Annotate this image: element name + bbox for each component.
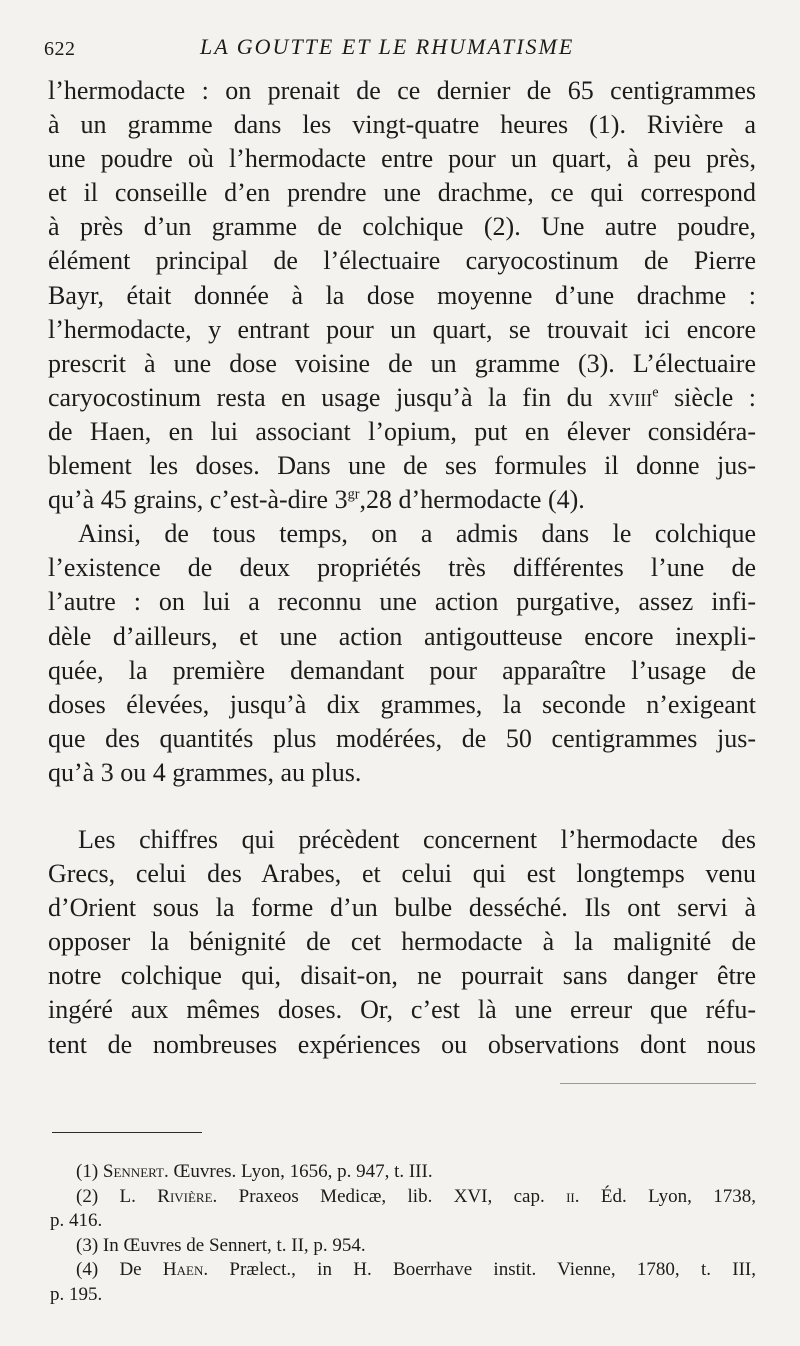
- footnote-author: Rivière: [157, 1185, 213, 1207]
- paragraph-2: [48, 517, 756, 790]
- text-fragment: qu’à 45 grains, c’est-à-dire 3: [48, 485, 348, 515]
- text-line: notre colchique qui, disait-on, ne pourrait sans danger être: [48, 961, 756, 991]
- text-line: blement les doses. Dans une de ses formules il donne jus-: [48, 451, 756, 481]
- text-line: [48, 483, 756, 517]
- text-line: une poudre où l’hermodacte entre pour un quart, à peu près,: [48, 144, 756, 174]
- text-line: doses élevées, jusqu’à dix grammes, la seconde n’exigeant: [48, 689, 756, 719]
- footnote-text: In Œuvres de Sennert, t. II, p. 954.: [102, 1234, 366, 1256]
- text-line: l’autre : on lui a reconnu une action purgative, assez infi-: [48, 587, 756, 617]
- footnote-2: [50, 1185, 756, 1234]
- footnote-number: (1): [76, 1161, 99, 1182]
- footnote-text: . Éd. Lyon, 1738,: [574, 1185, 757, 1207]
- text-line: de Haen, en lui associant l’opium, put en élever considéra-: [48, 416, 756, 446]
- footnote-number: (4): [76, 1259, 99, 1280]
- footnote-text: . Œuvres. Lyon, 1656, p. 947, t. III.: [163, 1161, 433, 1182]
- footnote-1: [50, 1160, 756, 1185]
- superscript: e: [652, 384, 659, 401]
- body-text: [48, 74, 756, 1062]
- text-line: tent de nombreuses expériences ou observations dont nous: [48, 1029, 756, 1059]
- footnotes: [50, 1160, 756, 1307]
- footnote-text: . Prælect., in H. Boerrhave instit. Vienne, 1780, t. III,: [203, 1259, 756, 1280]
- text-fragment: siècle :: [658, 382, 756, 412]
- text-line: Grecs, celui des Arabes, et celui qui est longtemps venu: [48, 859, 756, 889]
- footnote-line: [50, 1160, 756, 1185]
- footnote-number: (2): [76, 1185, 99, 1207]
- footnote-author: Haen: [162, 1259, 204, 1280]
- bleed-through-rule: [560, 1083, 756, 1084]
- text-line: l’hermodacte : on prenait de ce dernier de 65 centigrammes: [48, 76, 756, 105]
- text-line: [48, 381, 756, 415]
- text-line: Les chiffres qui précèdent concernent l’hermodacte des: [78, 824, 756, 854]
- footnote-line: [50, 1258, 756, 1283]
- text-line: quée, la première demandant pour apparaître l’usage de: [48, 655, 756, 685]
- superscript: gr: [347, 486, 360, 503]
- footnote-author-prefix: L.: [119, 1185, 158, 1207]
- text-line: qu’à 3 ou 4 grammes, au plus.: [48, 757, 362, 787]
- text-line: Bayr, était donnée à la dose moyenne d’une drachme :: [48, 280, 756, 310]
- paragraph-spacer: [48, 790, 756, 823]
- text-fragment: ,28 d’hermodacte (4).: [359, 485, 585, 515]
- footnote-text: . Praxeos Medicæ, lib. XVI, cap.: [212, 1185, 567, 1207]
- footnote-line: [50, 1234, 756, 1259]
- footnote-line: [50, 1185, 756, 1210]
- chapter-numeral: ii: [566, 1185, 575, 1207]
- text-line: l’hermodacte, y entrant pour un quart, se trouvait ici encore: [48, 314, 756, 344]
- text-line: que des quantités plus modérées, de 50 centigrammes jus-: [48, 723, 756, 753]
- text-line: l’existence de deux propriétés très différentes l’une de: [48, 553, 756, 583]
- footnote-number: (3): [76, 1234, 99, 1256]
- paragraph-3: [48, 823, 756, 1062]
- text-line: ingéré aux mêmes doses. Or, c’est là une erreur que réfu-: [48, 995, 756, 1025]
- text-line: à près d’un gramme de colchique (2). Une autre poudre,: [48, 212, 756, 242]
- text-line: à un gramme dans les vingt-quatre heures (1). Rivière a: [48, 110, 756, 140]
- text-line: prescrit à une dose voisine de un gramme (3). L’électuaire: [48, 348, 756, 378]
- text-line: opposer la bénignité de cet hermodacte à la malignité de: [48, 927, 756, 957]
- paragraph-1: [48, 74, 756, 517]
- text-line: dèle d’ailleurs, et une action antigoutteuse encore inexpli-: [48, 621, 756, 651]
- text-line: élément principal de l’électuaire caryocostinum de Pierre: [48, 246, 756, 276]
- footnote-separator: [52, 1132, 202, 1133]
- footnote-3: [50, 1234, 756, 1259]
- footnote-line: p. 416.: [50, 1210, 103, 1231]
- text-line: d’Orient sous la forme d’un bulbe desséché. Ils ont servi à: [48, 893, 756, 923]
- page-number: 622: [44, 38, 76, 60]
- running-title: LA GOUTTE ET LE RHUMATISME: [200, 34, 575, 59]
- text-line: et il conseille d’en prendre une drachme, ce qui correspond: [48, 178, 756, 208]
- text-line: Ainsi, de tous temps, on a admis dans le colchique: [78, 519, 756, 549]
- footnote-author-prefix: De: [119, 1259, 163, 1280]
- footnote-author: Sennert: [102, 1161, 164, 1182]
- page-header: [0, 34, 800, 64]
- century-numeral: xviii: [608, 382, 653, 412]
- text-fragment: caryocostinum resta en usage jusqu’à la fin du: [48, 382, 609, 412]
- footnote-4: [50, 1258, 756, 1307]
- footnote-line: p. 195.: [50, 1283, 103, 1305]
